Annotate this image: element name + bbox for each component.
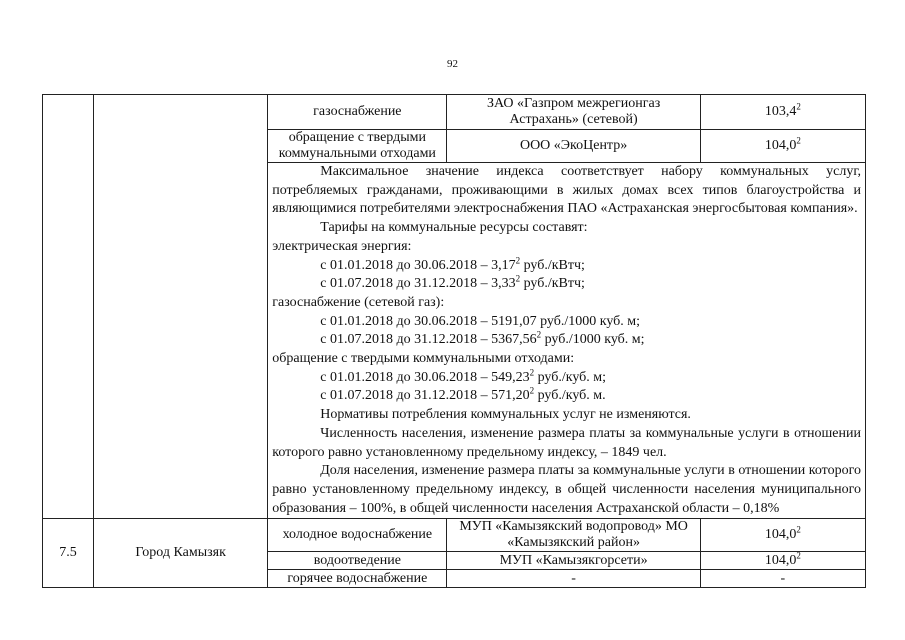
service-cell: горячее водоснабжение	[268, 570, 447, 588]
footnote-mark: 2	[515, 273, 521, 284]
empty-name-cell	[94, 95, 268, 519]
org-cell: МУП «Камызякский водопровод» МО «Камызякский район»	[447, 519, 700, 552]
org-cell: ООО «ЭкоЦентр»	[447, 130, 700, 163]
paragraph-waste-tariff-2	[272, 387, 861, 406]
index-value: 103,4	[764, 104, 797, 119]
org-cell: ЗАО «Газпром межрегионгаз Астрахань» (сетевой)	[447, 95, 700, 130]
footnote-mark: 2	[529, 367, 535, 378]
service-cell: холодное водоснабжение	[268, 519, 447, 552]
paragraph-population-share: Доля населения, изменение размера платы за коммунальные услуги в отношении которого равно установленному предельному индексу, в общей численности населения муниципального образования – 100%, в общей численности населения Астраханской области – 0,18%	[272, 463, 861, 516]
footnote-mark: 2	[796, 550, 801, 561]
service-cell: водоотведение	[268, 552, 447, 570]
paragraph-gas-tariff-2	[272, 331, 861, 350]
footnote-mark: 2	[529, 385, 535, 396]
index-cell	[700, 95, 865, 130]
description-cell	[268, 163, 866, 519]
tariff-text: с 01.07.2018 до 31.12.2018 – 5367,56	[320, 332, 537, 348]
municipality-name-cell: Город Камызяк	[94, 519, 268, 588]
table-row	[43, 95, 866, 130]
tariff-text: с 01.01.2018 до 30.06.2018 – 549,23	[320, 369, 530, 385]
paragraph-gas-label: газоснабжение (сетевой газ):	[272, 294, 445, 310]
org-cell: МУП «Камызякгорсети»	[447, 552, 700, 570]
paragraph-electric-tariff-1	[272, 254, 861, 276]
page-number: 92	[447, 58, 458, 70]
footnote-mark: 2	[796, 101, 801, 112]
tariff-unit: руб./кВтч;	[520, 257, 585, 273]
tariff-unit: руб./1000 куб. м;	[541, 332, 645, 348]
index-value: 104,0	[764, 527, 797, 543]
table-row	[43, 519, 866, 552]
paragraph-gas-tariff-1: с 01.01.2018 до 30.06.2018 – 5191,07 руб./1000 куб. м;	[320, 313, 641, 329]
index-cell: -	[700, 570, 865, 588]
footnote-mark: 2	[796, 135, 801, 146]
paragraph-tariffs-intro: Тарифы на коммунальные ресурсы составят:	[320, 220, 588, 236]
index-cell	[700, 519, 865, 552]
footnote-mark: 2	[536, 329, 542, 340]
paragraph-norms: Нормативы потребления коммунальных услуг не изменяются.	[320, 407, 691, 423]
index-cell	[700, 552, 865, 570]
tariff-table	[42, 94, 866, 588]
paragraph-electric-tariff-2	[272, 275, 861, 294]
tariff-text: с 01.07.2018 до 31.12.2018 – 3,33	[320, 276, 516, 292]
tariff-text: с 01.01.2018 до 30.06.2018 – 3,17	[320, 257, 516, 273]
paragraph-waste-label: обращение с твердыми коммунальными отходами:	[272, 351, 575, 367]
paragraph-index-description: Максимальное значение индекса соответствует набору коммунальных услуг, потребляемых гражданами, проживающими в жилых домах всех типов благоустройства и являющимися потребителями электроснабжения ПАО «Астраханская энергосбытовая компания».	[272, 164, 861, 217]
paragraph-population: Численность населения, изменение размера платы за коммунальные услуги в отношении которого равно установленному предельному индексу, – 1849 чел.	[272, 425, 861, 460]
footnote-mark: 2	[796, 524, 801, 535]
section-number-cell: 7.5	[43, 519, 94, 588]
footnote-mark: 2	[515, 254, 521, 265]
index-value: 104,0	[764, 138, 797, 153]
tariff-unit: руб./куб. м.	[534, 388, 606, 404]
service-cell: газоснабжение	[268, 95, 447, 130]
service-cell: обращение с твердыми коммунальными отходами	[268, 130, 447, 163]
empty-number-cell	[43, 95, 94, 519]
tariff-text: с 01.07.2018 до 31.12.2018 – 571,20	[320, 388, 530, 404]
index-cell	[700, 130, 865, 163]
tariff-unit: руб./куб. м;	[534, 369, 607, 385]
paragraph-waste-tariff-1	[272, 369, 861, 388]
org-cell: -	[447, 570, 700, 588]
paragraph-electric-label: электрическая энергия:	[272, 238, 412, 254]
tariff-unit: руб./кВтч;	[520, 276, 585, 292]
index-value: 104,0	[764, 552, 797, 568]
